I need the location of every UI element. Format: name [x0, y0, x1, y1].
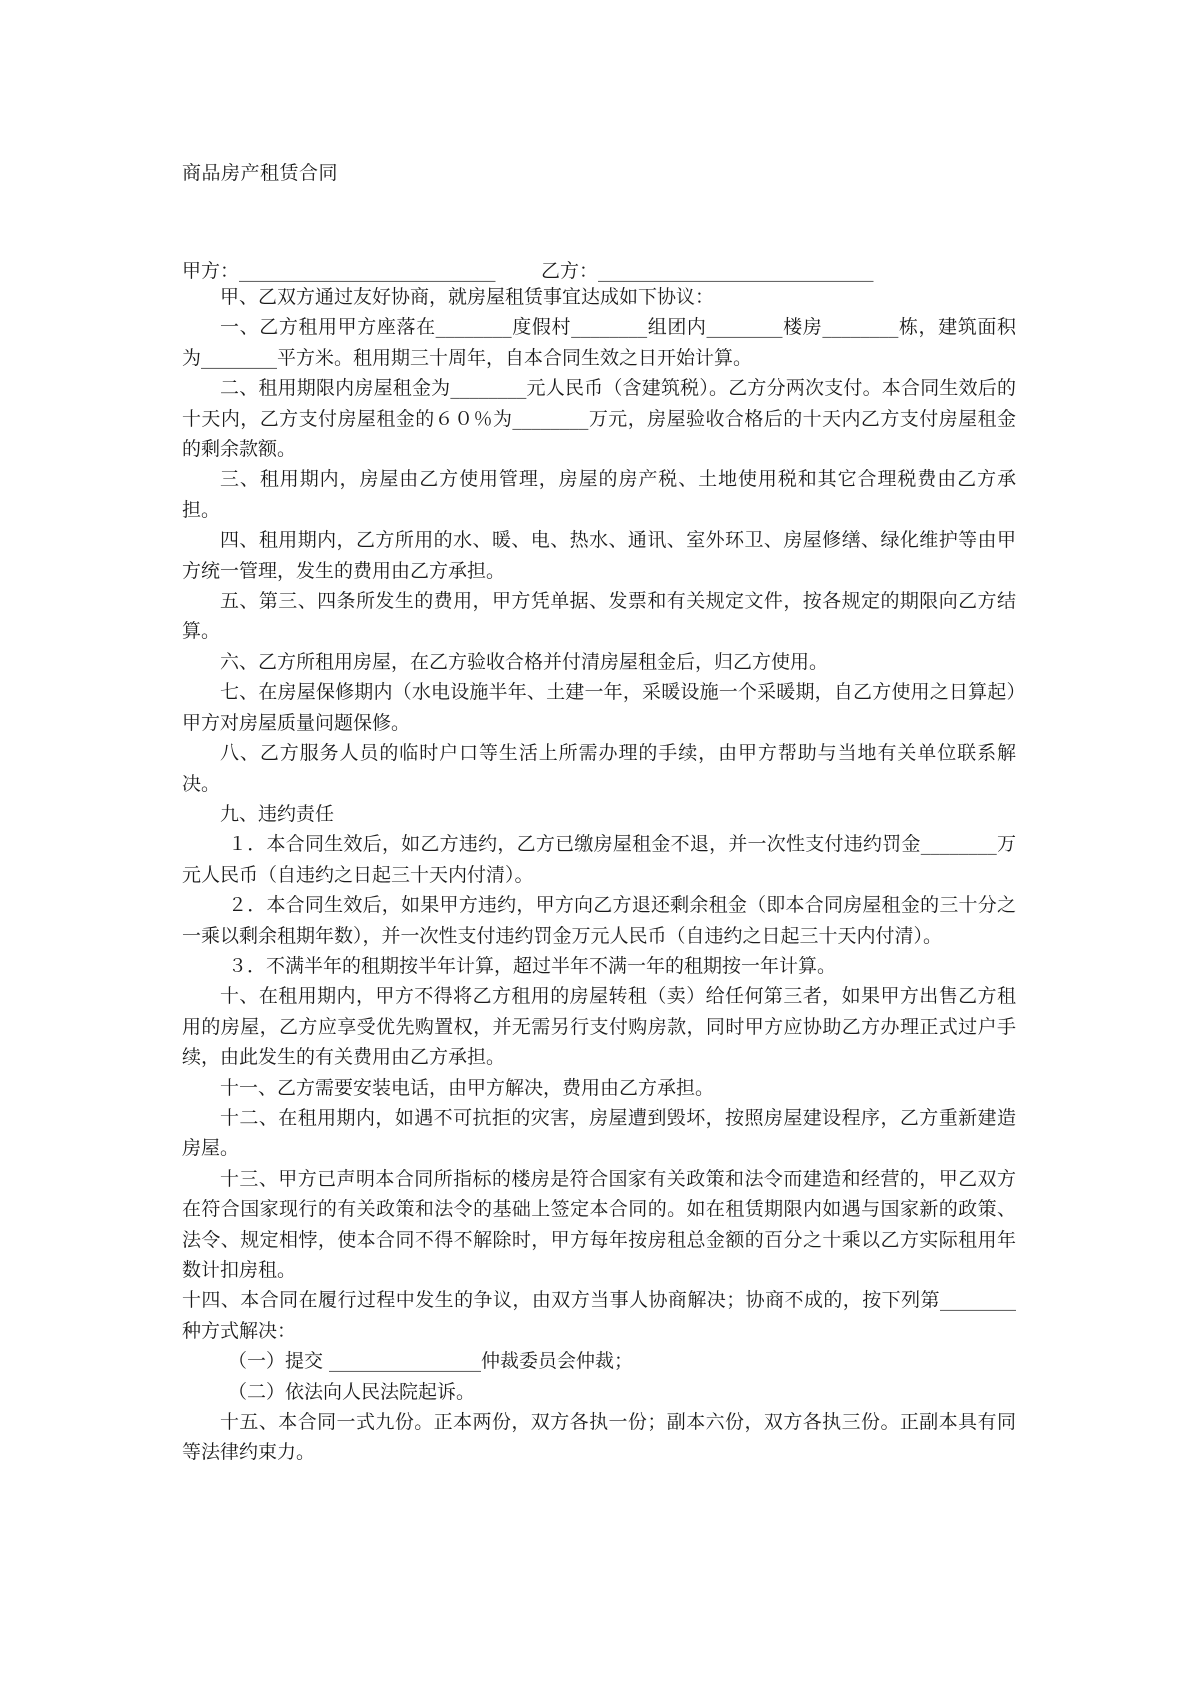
clause-14-option-1: （一）提交 ________________仲裁委员会仲裁；: [228, 1350, 634, 1373]
party-b-field: 乙方：_____________________________: [541, 260, 874, 282]
clause-1: 一、乙方租用甲方座落在________度假村________组团内________楼房________栋，建筑面积为________平方米。租用期三十周年，自本合同生效之日开始计算。: [182, 316, 1016, 369]
contract-body: [182, 282, 1016, 1468]
clause-2: 二、租用期限内房屋租金为________元人民币（含建筑税）。乙方分两次支付。本合同生效后的十天内，乙方支付房屋租金的６０％为________万元，房屋验收合格后的十天内乙方支付房屋租金的剩余款额。: [182, 377, 1016, 461]
clause-9-heading: 九、违约责任: [220, 802, 335, 825]
clause-12: 十二、在租用期内，如遇不可抗拒的灾害，房屋遭到毁坏，按照房屋建设程序，乙方重新建造房屋。: [182, 1106, 1016, 1160]
clause-5: 五、第三、四条所发生的费用，甲方凭单据、发票和有关规定文件，按各规定的期限向乙方结算。: [182, 590, 1016, 643]
clause-3: 三、租用期内，房屋由乙方使用管理，房屋的房产税、土地使用税和其它合理税费由乙方承担。: [182, 468, 1016, 521]
parties-line: [182, 256, 1022, 284]
clause-15: 十五、本合同一式九份。正本两份，双方各执一份；副本六份，双方各执三份。正副本具有同等法律约束力。: [182, 1411, 1016, 1464]
clause-8: 八、乙方服务人员的临时户口等生活上所需办理的手续，由甲方帮助与当地有关单位联系解决。: [182, 742, 1016, 795]
clause-9-item-2: ２．本合同生效后，如果甲方违约，甲方向乙方退还剩余租金（即本合同房屋租金的三十分之一乘以剩余租期年数），并一次性支付违约罚金万元人民币（自违约之日起三十天内付清）。: [182, 894, 1016, 947]
clause-14-option-2: （二）依法向人民法院起诉。: [228, 1380, 476, 1403]
clause-14: 十四、本合同在履行过程中发生的争议，由双方当事人协商解决；协商不成的，按下列第________种方式解决：: [182, 1289, 1016, 1342]
clause-6: 六、乙方所租用房屋，在乙方验收合格并付清房屋租金后，归乙方使用。: [220, 650, 829, 673]
clause-9-item-1: １．本合同生效后，如乙方违约，乙方已缴房屋租金不退，并一次性支付违约罚金________万元人民币（自违约之日起三十天内付清）。: [182, 833, 1016, 886]
clause-13: 十三、甲方已声明本合同所指标的楼房是符合国家有关政策和法令而建造和经营的，甲乙双方在符合国家现行的有关政策和法令的基础上签定本合同的。如在租赁期限内如遇与国家新的政策、法令、规定相悖，使本合同不得不解除时，甲方每年按房租总金额的百分之十乘以乙方实际租用年数计扣房租。: [182, 1167, 1016, 1281]
clause-9-item-3: ３．不满半年的租期按半年计算，超过半年不满一年的租期按一年计算。: [228, 954, 837, 977]
party-a-field: 甲方：___________________________: [182, 260, 496, 282]
clause-10: 十、在租用期内，甲方不得将乙方租用的房屋转租（卖）给任何第三者，如果甲方出售乙方租用的房屋，乙方应享受优先购置权，并无需另行支付购房款，同时甲方应协助乙方办理正式过户手续，由此发生的有关费用由乙方承担。: [182, 985, 1016, 1069]
clause-11: 十一、乙方需要安装电话，由甲方解决，费用由乙方承担。: [220, 1076, 715, 1099]
document-title: 商品房产租赁合同: [182, 162, 339, 184]
clause-intro: 甲、乙双方通过友好协商，就房屋租赁事宜达成如下协议：: [220, 286, 715, 308]
clause-7: 七、在房屋保修期内（水电设施半年、土建一年，采暖设施一个采暖期，自乙方使用之日算起）甲方对房屋质量问题保修。: [182, 681, 1016, 734]
clause-4: 四、租用期内，乙方所用的水、暖、电、热水、通讯、室外环卫、房屋修缮、绿化维护等由甲方统一管理，发生的费用由乙方承担。: [182, 529, 1016, 582]
